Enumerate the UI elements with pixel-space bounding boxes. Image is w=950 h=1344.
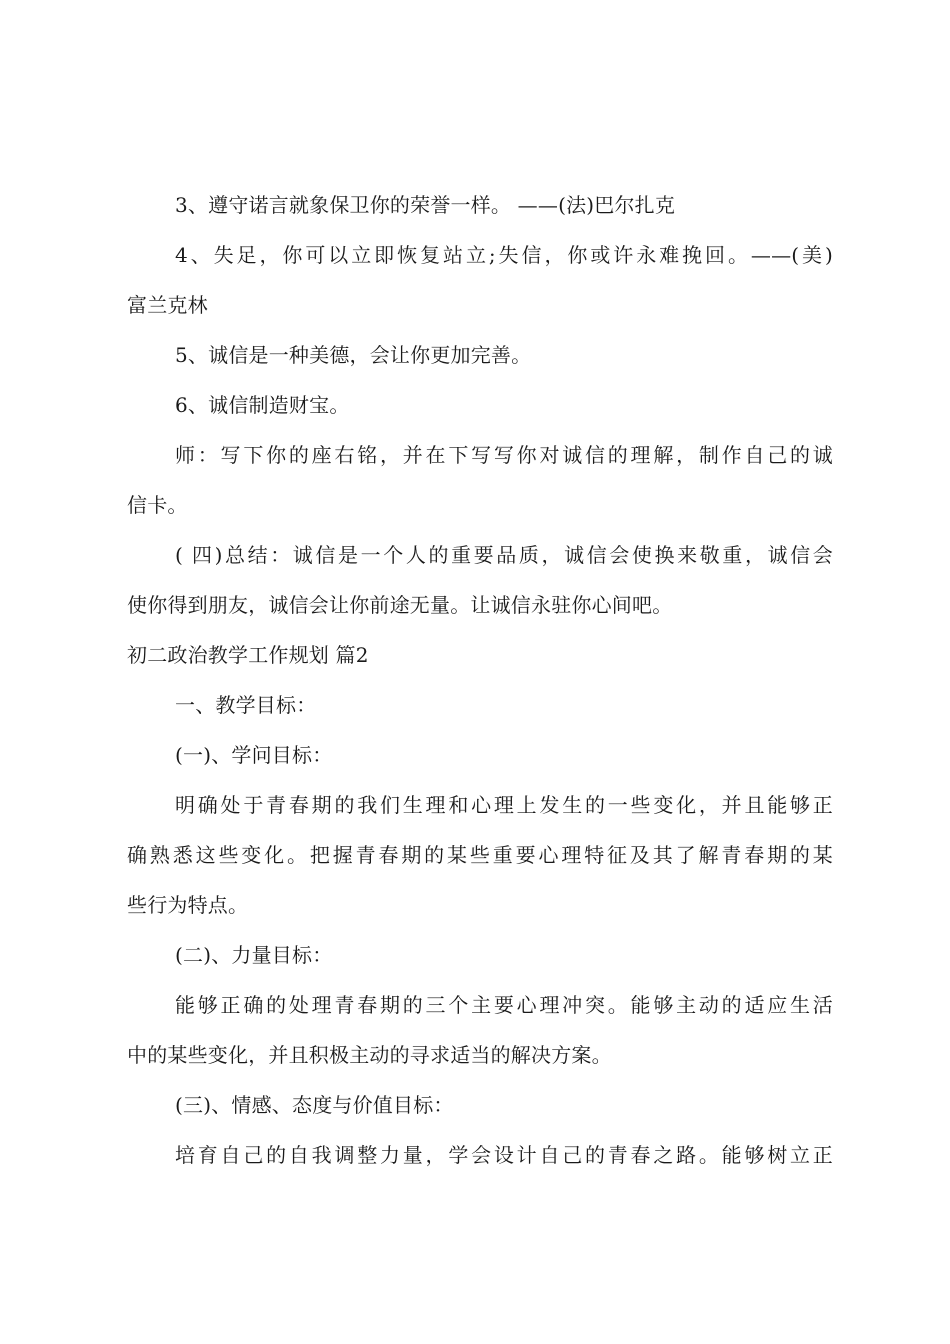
ability-goal-heading: (二)、力量目标： bbox=[175, 943, 333, 967]
teaching-goals-heading: 一、教学目标： bbox=[175, 693, 317, 717]
summary-paragraph-continued: 使你得到朋友，诚信会让你前途无量。让诚信永驻你心间吧。 bbox=[127, 593, 673, 617]
attitude-goal-text: 培育自己的自我调整力量，学会设计自己的青春之路。能够树立正 bbox=[175, 1143, 833, 1167]
ability-goal-text: 能够正确的处理青春期的三个主要心理冲突。能够主动的适应生活 bbox=[175, 993, 833, 1017]
teacher-instruction: 师：写下你的座右铭，并在下写写你对诚信的理解，制作自己的诚 bbox=[175, 443, 833, 467]
quote-4-continued: 富兰克林 bbox=[127, 293, 208, 317]
knowledge-goal-text-line3: 些行为特点。 bbox=[127, 893, 249, 917]
summary-paragraph: ( 四)总结：诚信是一个人的重要品质，诚信会使换来敬重，诚信会 bbox=[175, 543, 833, 567]
ability-goal-text-line2: 中的某些变化，并且积极主动的寻求适当的解决方案。 bbox=[127, 1043, 612, 1067]
quote-4: 4、失足，你可以立即恢复站立;失信，你或许永难挽回。——(美) bbox=[175, 243, 833, 267]
quote-6: 6、诚信制造财宝。 bbox=[175, 393, 350, 417]
quote-5: 5、诚信是一种美德，会让你更加完善。 bbox=[175, 343, 532, 367]
knowledge-goal-text: 明确处于青春期的我们生理和心理上发生的一些变化，并且能够正 bbox=[175, 793, 833, 817]
section-heading: 初二政治教学工作规划 篇2 bbox=[127, 643, 369, 667]
knowledge-goal-text-line2: 确熟悉这些变化。把握青春期的某些重要心理特征及其了解青春期的某 bbox=[127, 843, 833, 867]
knowledge-goal-heading: (一)、学问目标： bbox=[175, 743, 333, 767]
teacher-instruction-continued: 信卡。 bbox=[127, 493, 188, 517]
attitude-goal-heading: (三)、情感、态度与价值目标： bbox=[175, 1093, 454, 1117]
quote-3: 3、遵守诺言就象保卫你的荣誉一样。 ——(法)巴尔扎克 bbox=[175, 193, 676, 217]
